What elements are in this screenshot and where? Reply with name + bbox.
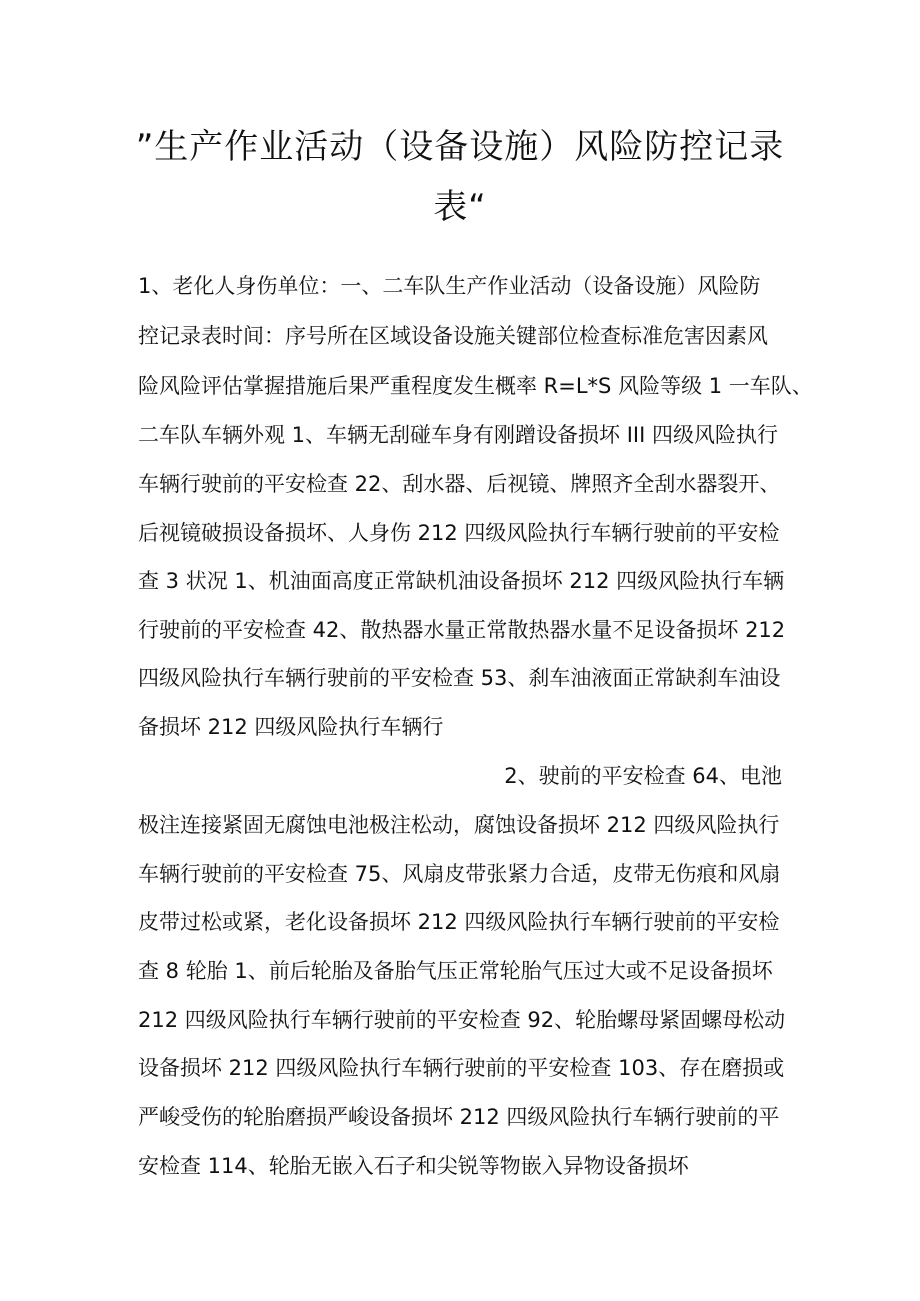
paragraph2-first-line: 2、驶前的平安检查 64、电池 bbox=[504, 764, 782, 788]
paragraph2-line-4: 查 8 轮胎 1、前后轮胎及备胎气压正常轮胎气压过大或不足设备损坏 bbox=[138, 959, 773, 983]
paragraph2-line-6: 设备损坏 212 四级风险执行车辆行驶前的平安检查 103、存在磨损或 bbox=[138, 1056, 785, 1080]
document-title-line-1: ”生产作业活动（设备设施）风险防控记录 bbox=[135, 127, 785, 167]
paragraph2-line-1: 极注连接紧固无腐蚀电池极注松动，腐蚀设备损坏 212 四级风险执行 bbox=[138, 813, 780, 837]
paragraph2-line-2: 车辆行驶前的平安检查 75、风扇皮带张紧力合适，皮带无伤痕和风扇 bbox=[138, 862, 781, 886]
paragraph1-line-7: 查 3 状况 1、机油面高度正常缺机油设备损坏 212 四级风险执行车辆 bbox=[138, 569, 785, 593]
paragraph2-line-5: 212 四级风险执行车辆行驶前的平安检查 92、轮胎螺母紧固螺母松动 bbox=[138, 1008, 786, 1032]
paragraph1-line-1: 1、老化人身伤单位：一、二车队生产作业活动（设备设施）风险防 bbox=[138, 274, 761, 298]
paragraph1-line-3: 险风险评估掌握措施后果严重程度发生概率 R=L*S 风险等级 1 一车队、 bbox=[138, 374, 813, 398]
paragraph2-line-7: 严峻受伤的轮胎磨损严峻设备损坏 212 四级风险执行车辆行驶前的平 bbox=[138, 1105, 780, 1129]
paragraph1-line-6: 后视镜破损设备损坏、人身伤 212 四级风险执行车辆行驶前的平安检 bbox=[138, 521, 780, 545]
paragraph1-line-2: 控记录表时间：序号所在区域设备设施关键部位检查标准危害因素风 bbox=[138, 324, 768, 348]
paragraph2-line-8: 安检查 114、轮胎无嵌入石子和尖锐等物嵌入异物设备损坏 bbox=[138, 1154, 689, 1178]
paragraph1-line-8: 行驶前的平安检查 42、散热器水量正常散热器水量不足设备损坏 212 bbox=[138, 618, 786, 642]
paragraph2-line-3: 皮带过松或紧，老化设备损坏 212 四级风险执行车辆行驶前的平安检 bbox=[138, 910, 780, 934]
paragraph1-line-10: 备损坏 212 四级风险执行车辆行 bbox=[138, 715, 444, 739]
document-title-line-2: 表“ bbox=[433, 187, 487, 227]
paragraph1-line-9: 四级风险执行车辆行驶前的平安检查 53、刹车油液面正常缺刹车油设 bbox=[138, 666, 781, 690]
paragraph1-line-4: 二车队车辆外观 1、车辆无刮碰车身有刚蹭设备损坏 III 四级风险执行 bbox=[138, 423, 778, 447]
paragraph1-line-5: 车辆行驶前的平安检查 22、刮水器、后视镜、牌照齐全刮水器裂开、 bbox=[138, 472, 781, 496]
